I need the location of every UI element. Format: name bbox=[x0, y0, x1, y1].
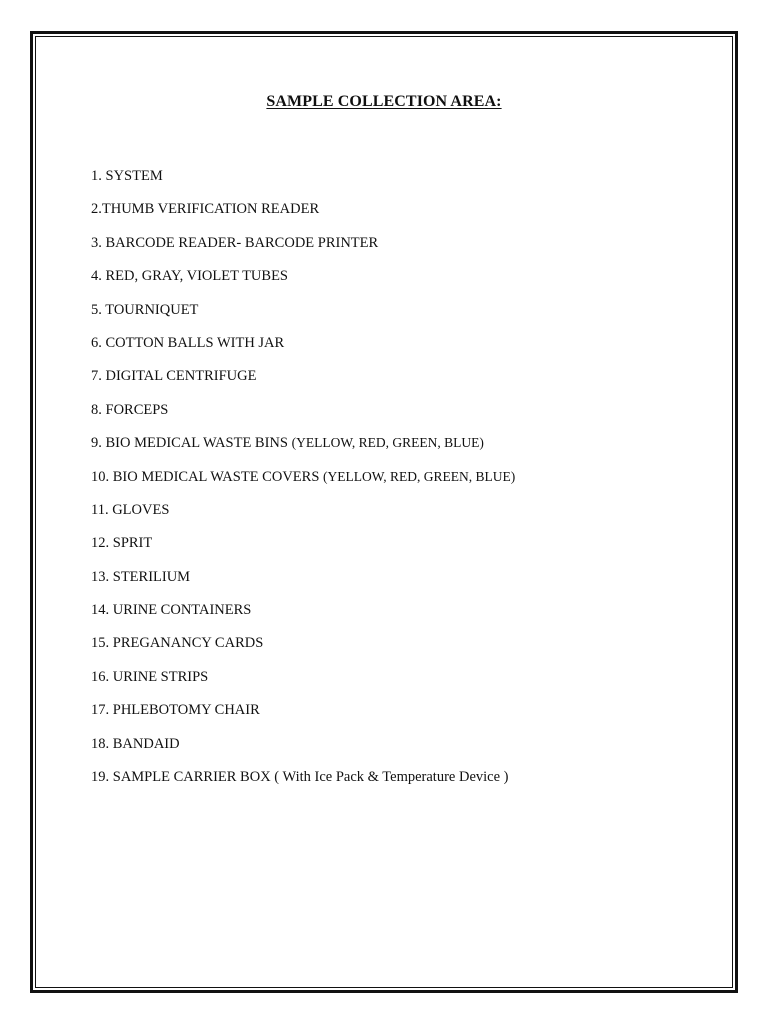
list-item bbox=[91, 633, 515, 666]
list-item bbox=[91, 667, 515, 700]
list-item-text: 19. SAMPLE CARRIER BOX ( With Ice Pack & Temperature Device ) bbox=[91, 769, 509, 786]
list-item bbox=[91, 233, 515, 266]
list-item-text: 2.THUMB VERIFICATION READER bbox=[91, 201, 320, 218]
list-item-text: 5. TOURNIQUET bbox=[91, 301, 199, 318]
list-item-text: 7. DIGITAL CENTRIFUGE bbox=[91, 368, 257, 385]
list-item bbox=[91, 366, 515, 399]
list-item bbox=[91, 600, 515, 633]
list-item-text: 15. PREGANANCY CARDS bbox=[91, 635, 264, 652]
list-item-text: 4. RED, GRAY, VIOLET TUBES bbox=[91, 268, 288, 285]
list-item-color-note: (YELLOW, RED, GREEN, BLUE) bbox=[291, 435, 484, 451]
page-title: SAMPLE COLLECTION AREA: bbox=[266, 93, 502, 110]
list-item-text: 18. BANDAID bbox=[91, 735, 180, 752]
list-item bbox=[91, 400, 515, 433]
list-item bbox=[91, 500, 515, 533]
list-item-text: 17. PHLEBOTOMY CHAIR bbox=[91, 702, 260, 719]
list-item bbox=[91, 433, 515, 466]
list-item bbox=[91, 166, 515, 199]
list-item bbox=[91, 300, 515, 333]
list-item-text: 1. SYSTEM bbox=[91, 168, 163, 184]
list-item-text: 9. BIO MEDICAL WASTE BINS bbox=[91, 435, 292, 452]
list-item-text: 16. URINE STRIPS bbox=[91, 668, 209, 685]
list-item-text: 8. FORCEPS bbox=[91, 401, 169, 418]
list-item bbox=[91, 767, 515, 800]
list-item bbox=[91, 700, 515, 733]
list-item-color-note: (YELLOW, RED, GREEN, BLUE) bbox=[323, 468, 516, 484]
list-item-text: 3. BARCODE READER- BARCODE PRINTER bbox=[91, 234, 379, 251]
list-item-text: 11. GLOVES bbox=[91, 501, 170, 518]
list-item-text: 14. URINE CONTAINERS bbox=[91, 602, 252, 619]
list-item-text: 12. SPRIT bbox=[91, 535, 153, 552]
equipment-list bbox=[91, 166, 515, 800]
list-item-text: 10. BIO MEDICAL WASTE COVERS bbox=[91, 468, 324, 485]
list-item bbox=[91, 734, 515, 767]
list-item bbox=[91, 567, 515, 600]
list-item bbox=[91, 266, 515, 299]
list-item bbox=[91, 333, 515, 366]
list-item bbox=[91, 533, 515, 566]
list-item bbox=[91, 467, 515, 500]
list-item-text: 13. STERILIUM bbox=[91, 568, 191, 585]
list-item bbox=[91, 199, 515, 232]
list-item-text: 6. COTTON BALLS WITH JAR bbox=[91, 334, 285, 351]
